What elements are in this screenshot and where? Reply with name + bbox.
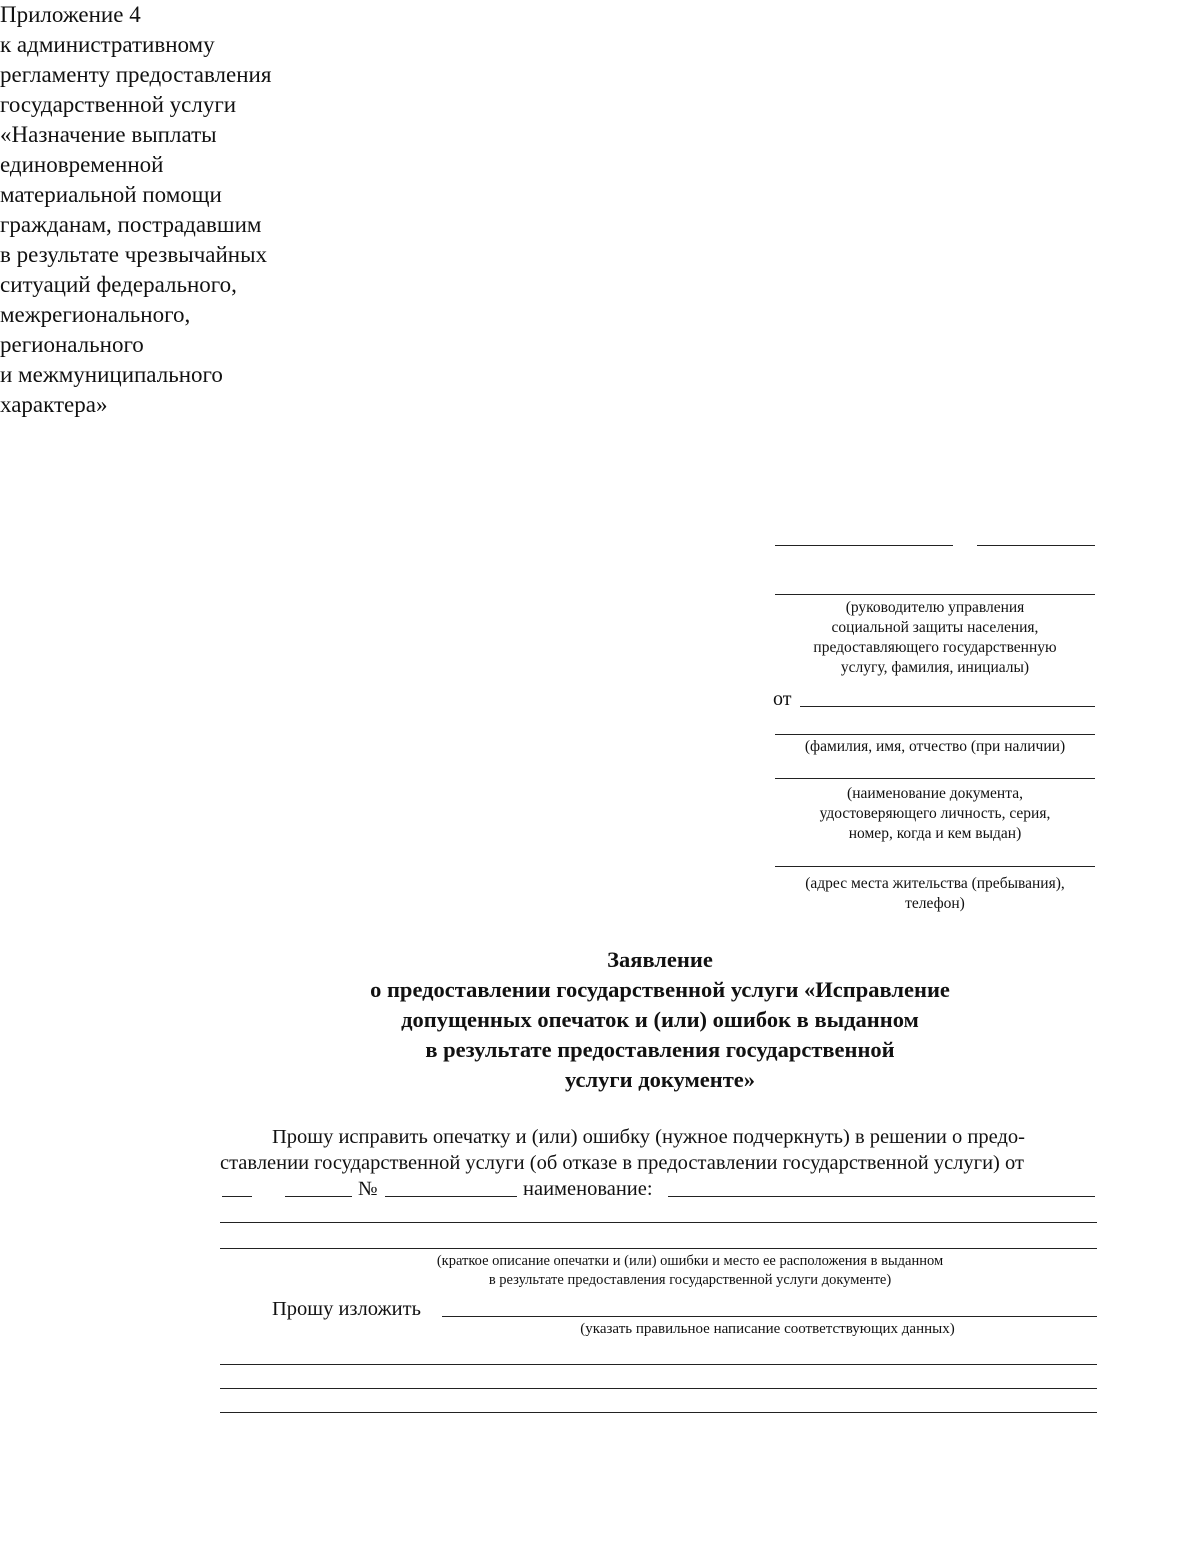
document-title xyxy=(260,945,1060,1095)
name-label: наименование: xyxy=(523,1178,653,1200)
appendix-line: и межмуниципального xyxy=(0,362,223,387)
appendix-line: единовременной xyxy=(0,152,164,177)
blank-line[interactable] xyxy=(220,1388,1097,1389)
description-field[interactable] xyxy=(220,1222,1097,1223)
appendix-line: «Назначение выплаты xyxy=(0,122,217,147)
fill-line[interactable] xyxy=(775,594,1095,595)
title-line: допущенных опечаток и (или) ошибок в выданном xyxy=(401,1007,919,1032)
from-label: от xyxy=(773,688,792,710)
number-field[interactable] xyxy=(385,1196,517,1197)
appendix-line: государственной услуги xyxy=(0,92,237,117)
request-line-1: Прошу исправить опечатку и (или) ошибку (нужное подчеркнуть) в решении о предо- xyxy=(272,1126,1025,1148)
description-caption: (краткое описание опечатки и (или) ошибки и место ее расположения в выданном в результате предоставления государственной услуги документе) xyxy=(436,1253,944,1288)
addressee-head-caption: (руководителю управления социальной защиты населения, предоставляющего государственную услугу, фамилия, инициалы) xyxy=(813,599,1057,676)
correct-caption: (указать правильное написание соответствующих данных) xyxy=(580,1321,955,1337)
appendix-line: материальной помощи xyxy=(0,182,222,207)
fill-line[interactable] xyxy=(775,778,1095,779)
address-caption: (адрес места жительства (пребывания), телефон) xyxy=(805,875,1065,912)
title-line: Заявление xyxy=(607,947,713,972)
document-caption: (наименование документа, удостоверяющего личность, серия, номер, когда и кем выдан) xyxy=(819,785,1051,842)
appendix-line: Приложение 4 xyxy=(0,2,141,27)
appendix-line: в результате чрезвычайных xyxy=(0,242,268,267)
name-field[interactable] xyxy=(668,1196,1095,1197)
correct-field[interactable] xyxy=(442,1316,1097,1317)
appendix-line: гражданам, пострадавшим xyxy=(0,212,262,237)
appendix-line: регламенту предоставления xyxy=(0,62,272,87)
description-field[interactable] xyxy=(220,1248,1097,1249)
date-field[interactable] xyxy=(222,1196,252,1197)
blank-line[interactable] xyxy=(220,1364,1097,1365)
appendix-line: к административному xyxy=(0,32,215,57)
fill-line[interactable] xyxy=(775,545,953,546)
state-label: Прошу изложить xyxy=(272,1298,421,1320)
blank-line[interactable] xyxy=(220,1412,1097,1413)
fill-line[interactable] xyxy=(977,545,1095,546)
appendix-line: межрегионального, xyxy=(0,302,191,327)
title-line: услуги документе» xyxy=(564,1067,756,1092)
title-line: в результате предоставления государственной xyxy=(425,1037,895,1062)
appendix-header xyxy=(0,0,360,420)
number-sign: № xyxy=(358,1178,378,1200)
appendix-line: регионального xyxy=(0,332,144,357)
date-field[interactable] xyxy=(285,1196,352,1197)
name-caption: (фамилия, имя, отчество (при наличии) xyxy=(804,738,1066,755)
appendix-line: характера» xyxy=(0,392,108,417)
fill-line[interactable] xyxy=(800,706,1095,707)
fill-line[interactable] xyxy=(775,734,1095,735)
title-line: о предоставлении государственной услуги «Исправление xyxy=(370,977,950,1002)
appendix-line: ситуаций федерального, xyxy=(0,272,237,297)
request-line-2: ставлении государственной услуги (об отказе в предоставлении государственной услуги) от xyxy=(220,1152,1024,1174)
fill-line[interactable] xyxy=(775,866,1095,867)
